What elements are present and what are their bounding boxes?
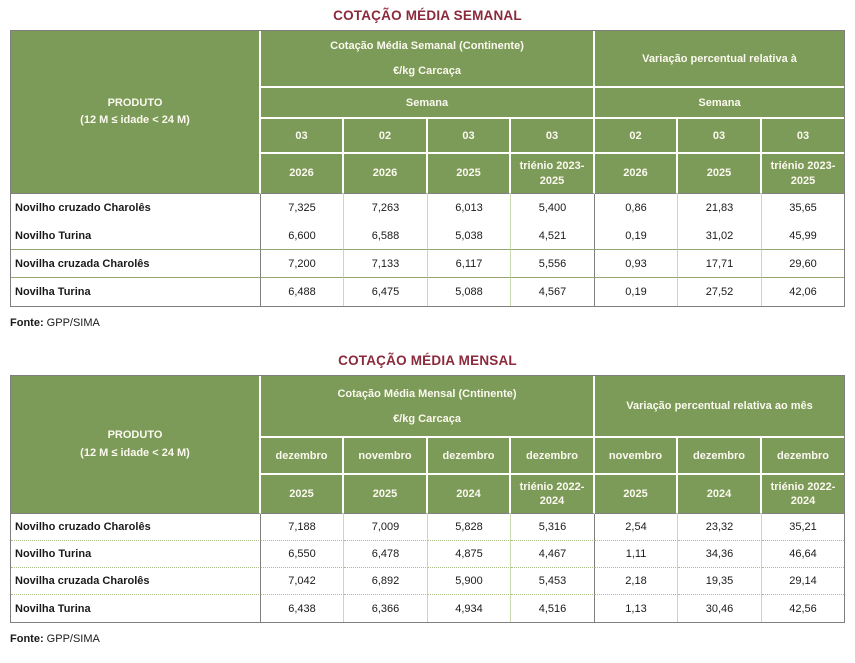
monthly-year-col-7: triénio 2022-2024 [762, 475, 844, 514]
value-cell: 7,042 [261, 568, 344, 595]
product-cell: Novilha Turina [11, 278, 261, 306]
value-cell: 7,200 [261, 250, 344, 278]
value-cell: 6,488 [261, 278, 344, 306]
value-cell: 19,35 [678, 568, 762, 595]
value-cell: 6,117 [428, 250, 511, 278]
value-cell: 30,46 [678, 595, 762, 622]
weekly-week-col-1: 03 [261, 119, 344, 154]
monthly-group-left-line1: Cotação Média Mensal (Cntinente) [337, 387, 517, 400]
value-cell: 4,521 [511, 222, 595, 250]
weekly-group-left-header [261, 31, 595, 88]
value-cell: 6,478 [344, 541, 428, 568]
value-cell: 0,19 [595, 222, 678, 250]
weekly-week-col-3: 03 [428, 119, 511, 154]
weekly-source-note [10, 317, 845, 329]
value-cell: 5,556 [511, 250, 595, 278]
monthly-month-col-7: dezembro [762, 438, 844, 475]
value-cell: 21,83 [678, 194, 762, 222]
weekly-semana-left: Semana [261, 88, 595, 119]
value-cell: 6,366 [344, 595, 428, 622]
weekly-week-col-4: 03 [511, 119, 595, 154]
monthly-year-col-4: triénio 2022-2024 [511, 475, 595, 514]
value-cell: 4,567 [511, 278, 595, 306]
monthly-product-header [11, 376, 261, 514]
value-cell: 6,550 [261, 541, 344, 568]
value-cell: 6,438 [261, 595, 344, 622]
product-header-line1: PRODUTO [107, 96, 163, 109]
value-cell: 6,588 [344, 222, 428, 250]
monthly-month-col-5: novembro [595, 438, 678, 475]
weekly-product-header [11, 31, 261, 194]
value-cell: 0,86 [595, 194, 678, 222]
monthly-title: COTAÇÃO MÉDIA MENSAL [338, 353, 517, 368]
monthly-month-col-3: dezembro [428, 438, 511, 475]
value-cell: 7,263 [344, 194, 428, 222]
monthly-year-col-1: 2025 [261, 475, 344, 514]
value-cell: 6,013 [428, 194, 511, 222]
table-row [11, 541, 844, 568]
value-cell: 4,467 [511, 541, 595, 568]
value-cell: 6,475 [344, 278, 428, 306]
weekly-week-col-2: 02 [344, 119, 428, 154]
value-cell: 29,60 [762, 250, 844, 278]
source-value: GPP/SIMA [46, 317, 100, 329]
value-cell: 7,133 [344, 250, 428, 278]
table-row [11, 595, 844, 622]
value-cell: 42,06 [762, 278, 844, 306]
value-cell: 7,188 [261, 514, 344, 541]
monthly-group-right-header: Variação percentual relativa ao mês [595, 376, 844, 438]
value-cell: 6,600 [261, 222, 344, 250]
monthly-year-col-5: 2025 [595, 475, 678, 514]
product-cell: Novilha cruzada Charolês [11, 250, 261, 278]
table-row [11, 568, 844, 595]
value-cell: 4,934 [428, 595, 511, 622]
monthly-year-col-6: 2024 [678, 475, 762, 514]
product-cell: Novilho cruzado Charolês [11, 514, 261, 541]
value-cell: 35,21 [762, 514, 844, 541]
value-cell: 2,54 [595, 514, 678, 541]
value-cell: 31,02 [678, 222, 762, 250]
monthly-header-group-row [11, 376, 844, 438]
product-header-line2: (12 M ≤ idade < 24 M) [80, 114, 190, 126]
value-cell: 5,038 [428, 222, 511, 250]
value-cell: 5,400 [511, 194, 595, 222]
weekly-year-col-5: 2026 [595, 154, 678, 194]
value-cell: 5,828 [428, 514, 511, 541]
value-cell: 0,19 [595, 278, 678, 306]
product-header-line2: (12 M ≤ idade < 24 M) [80, 446, 190, 459]
monthly-month-col-6: dezembro [678, 438, 762, 475]
weekly-week-col-7: 03 [762, 119, 844, 154]
product-cell: Novilho Turina [11, 222, 261, 250]
table-row [11, 250, 844, 278]
weekly-week-col-6: 03 [678, 119, 762, 154]
weekly-group-right-header: Variação percentual relativa à [595, 31, 844, 88]
value-cell: 27,52 [678, 278, 762, 306]
table-row [11, 222, 844, 250]
value-cell: 17,71 [678, 250, 762, 278]
table-row [11, 514, 844, 541]
weekly-header-group-row [11, 31, 844, 88]
monthly-month-col-2: novembro [344, 438, 428, 475]
weekly-semana-right: Semana [595, 88, 844, 119]
value-cell: 4,516 [511, 595, 595, 622]
monthly-month-col-4: dezembro [511, 438, 595, 475]
monthly-group-left-line2: €/kg Carcaça [393, 412, 461, 425]
value-cell: 0,93 [595, 250, 678, 278]
weekly-year-col-7: triénio 2023-2025 [762, 154, 844, 194]
monthly-year-col-2: 2025 [344, 475, 428, 514]
value-cell: 7,009 [344, 514, 428, 541]
weekly-table [10, 30, 845, 307]
weekly-group-left-line2: €/kg Carcaça [393, 65, 461, 77]
value-cell: 23,32 [678, 514, 762, 541]
source-label: Fonte: [10, 633, 44, 645]
value-cell: 7,325 [261, 194, 344, 222]
value-cell: 2,18 [595, 568, 678, 595]
monthly-group-left-header [261, 376, 595, 438]
weekly-year-col-2: 2026 [344, 154, 428, 194]
source-label: Fonte: [10, 317, 44, 329]
weekly-year-col-1: 2026 [261, 154, 344, 194]
value-cell: 6,892 [344, 568, 428, 595]
monthly-year-col-3: 2024 [428, 475, 511, 514]
weekly-week-col-5: 02 [595, 119, 678, 154]
value-cell: 1,11 [595, 541, 678, 568]
table-row [11, 278, 844, 306]
monthly-table [10, 375, 845, 623]
value-cell: 45,99 [762, 222, 844, 250]
value-cell: 5,453 [511, 568, 595, 595]
table-row [11, 194, 844, 222]
value-cell: 46,64 [762, 541, 844, 568]
source-value: GPP/SIMA [46, 633, 100, 645]
value-cell: 5,088 [428, 278, 511, 306]
product-cell: Novilho Turina [11, 541, 261, 568]
value-cell: 42,56 [762, 595, 844, 622]
product-header-line1: PRODUTO [107, 429, 163, 442]
weekly-year-col-6: 2025 [678, 154, 762, 194]
product-cell: Novilha cruzada Charolês [11, 568, 261, 595]
weekly-group-left-line1: Cotação Média Semanal (Continente) [330, 40, 524, 52]
value-cell: 5,316 [511, 514, 595, 541]
weekly-year-col-4: triénio 2023-2025 [511, 154, 595, 194]
product-cell: Novilho cruzado Charolês [11, 194, 261, 222]
value-cell: 35,65 [762, 194, 844, 222]
value-cell: 34,36 [678, 541, 762, 568]
value-cell: 5,900 [428, 568, 511, 595]
value-cell: 29,14 [762, 568, 844, 595]
weekly-title: COTAÇÃO MÉDIA SEMANAL [333, 8, 522, 23]
value-cell: 1,13 [595, 595, 678, 622]
value-cell: 4,875 [428, 541, 511, 568]
product-cell: Novilha Turina [11, 595, 261, 622]
monthly-month-col-1: dezembro [261, 438, 344, 475]
monthly-source-note [10, 633, 845, 645]
weekly-year-col-3: 2025 [428, 154, 511, 194]
